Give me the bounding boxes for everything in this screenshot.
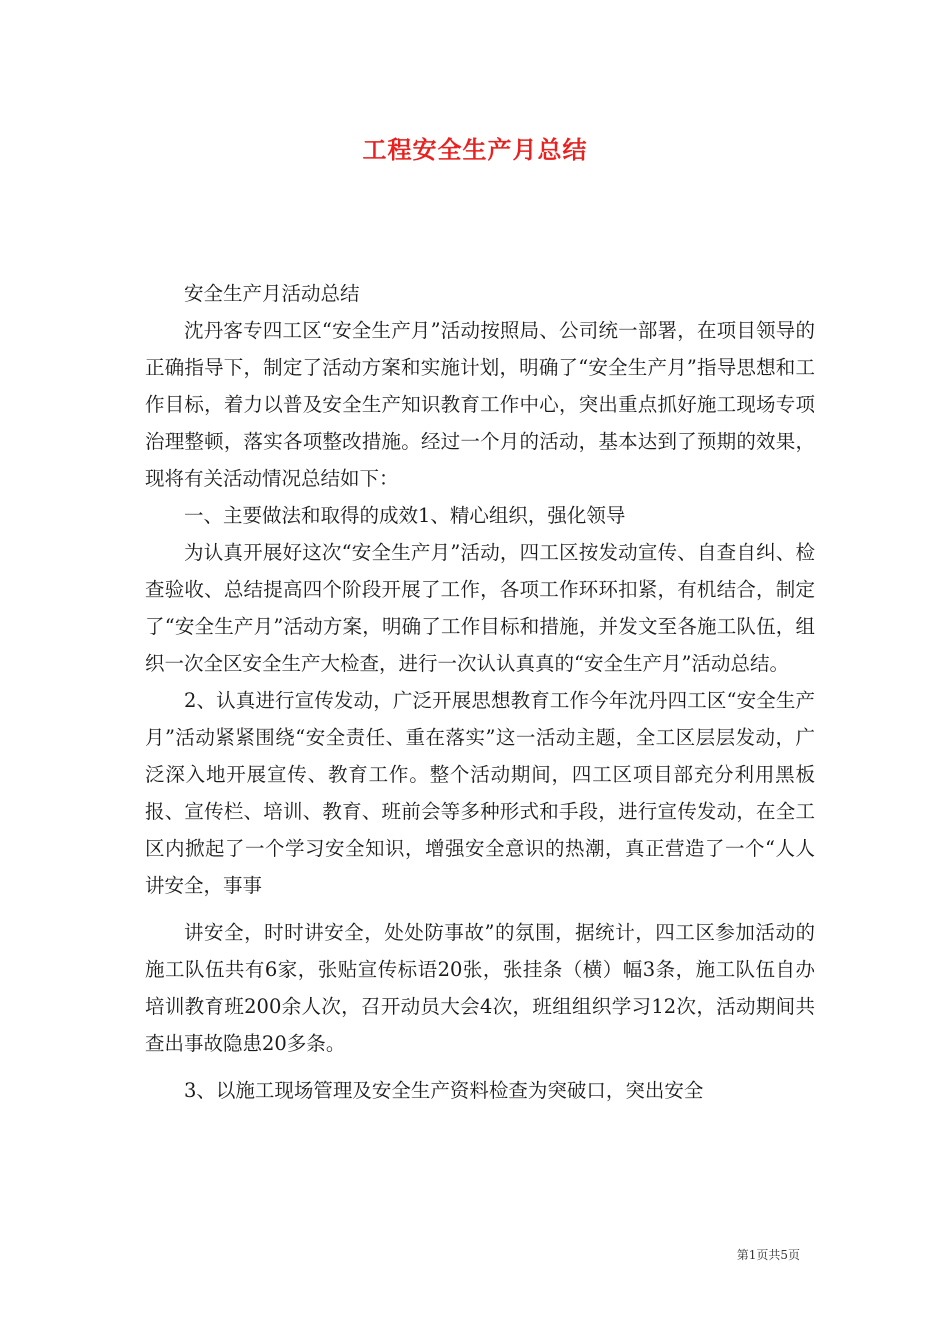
- paragraph-publicity: 2、认真进行宣传发动，广泛开展思想教育工作今年沈丹四工区“安全生产月”活动紧紧围绕“安全责任、重在落实”这一活动主题，全工区层层发动，广泛深入地开展宣传、教育工作。整个活动期间，四工区项目部充分利用黑板报、宣传栏、培训、教育、班前会等多种形式和手段，进行宣传发动，在全工区内掀起了一个学习安全知识，增强安全意识的热潮，真正营造了一个“人人讲安全，事事: [145, 689, 815, 897]
- paragraph-intro: 沈丹客专四工区“安全生产月”活动按照局、公司统一部署，在项目领导的正确指导下，制定了活动方案和实施计划，明确了“安全生产月”指导思想和工作目标，着力以普及安全生产知识教育工作中心，突出重点抓好施工现场专项治理整顿，落实各项整改措施。经过一个月的活动，基本达到了预期的效果，现将有关活动情况总结如下：: [145, 319, 815, 490]
- paragraph-organization: 为认真开展好这次“安全生产月”活动，四工区按发动宣传、自查自纠、检查验收、总结提高四个阶段开展了工作，各项工作环环扣紧，有机结合，制定了“安全生产月”活动方案，明确了工作目标和措施，并发文至各施工队伍，组织一次全区安全生产大检查，进行一次认认真真的“安全生产月”活动总结。: [145, 541, 815, 675]
- paragraph-statistics: 讲安全，时时讲安全，处处防事故”的氛围，据统计，四工区参加活动的施工队伍共有6家，张贴宣传标语20张，张挂条（横）幅3条，施工队伍自办培训教育班200余人次，召开动员大会4次，班组组织学习12次，活动期间共查出事故隐患20多条。: [145, 921, 815, 1055]
- page-number: 第1页共5页: [736, 1248, 800, 1262]
- paragraph-section-heading: 一、主要做法和取得的成效1、精心组织，强化领导: [184, 504, 626, 527]
- document-title: 工程安全生产月总结: [362, 135, 588, 164]
- paragraph-subtitle: 安全生产月活动总结: [184, 282, 360, 305]
- document-body: [145, 275, 815, 1109]
- paragraph-inspection: 3、以施工现场管理及安全生产资料检查为突破口，突出安全: [184, 1079, 704, 1102]
